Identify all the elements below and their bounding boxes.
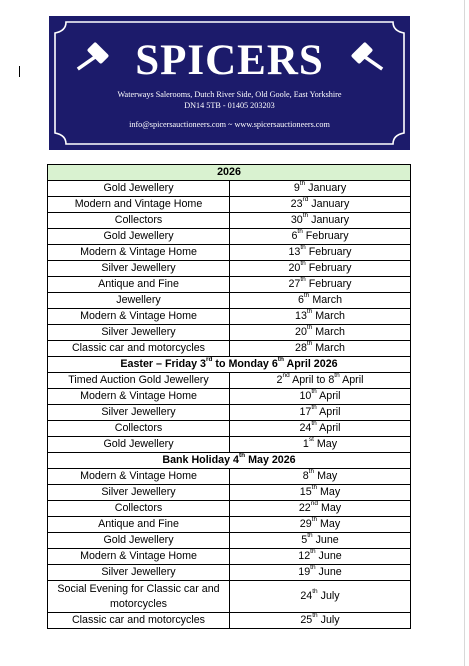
sale-date bbox=[230, 341, 411, 357]
sale-row bbox=[48, 229, 411, 245]
text-part: April bbox=[316, 390, 341, 402]
text-part: 9 bbox=[293, 182, 300, 194]
ordinal-suffix: th bbox=[307, 532, 313, 540]
text-part: 8 bbox=[302, 470, 309, 482]
sale-row bbox=[48, 181, 411, 197]
sale-row bbox=[48, 613, 411, 629]
ordinal-suffix: th bbox=[302, 212, 309, 220]
text-part: March bbox=[312, 326, 345, 338]
sale-date bbox=[230, 229, 411, 245]
sale-date bbox=[230, 613, 411, 629]
ordinal-suffix: th bbox=[238, 452, 246, 460]
page-edge bbox=[464, 0, 465, 666]
sale-row bbox=[48, 565, 411, 581]
sale-name: Modern & Vintage Home bbox=[48, 469, 230, 485]
sale-name: Modern & Vintage Home bbox=[48, 389, 230, 405]
text-part: 6 bbox=[297, 294, 304, 306]
text-part: April bbox=[316, 422, 341, 434]
sale-date bbox=[230, 405, 411, 421]
sale-date bbox=[230, 549, 411, 565]
text-part: 1 bbox=[302, 438, 309, 450]
ordinal-suffix: th bbox=[306, 340, 313, 348]
sale-name: Modern & Vintage Home bbox=[48, 549, 230, 565]
text-part: 13 bbox=[288, 246, 301, 258]
text-part: February bbox=[305, 278, 352, 290]
sale-date bbox=[230, 517, 411, 533]
sale-date bbox=[230, 373, 411, 389]
sale-date bbox=[230, 261, 411, 277]
text-part: 20 bbox=[295, 326, 307, 338]
text-part: 24 bbox=[300, 590, 313, 602]
text-cursor bbox=[19, 66, 20, 77]
text-part: March bbox=[312, 310, 345, 322]
text-part: 5 bbox=[301, 534, 308, 546]
ordinal-suffix: th bbox=[334, 372, 340, 380]
sale-date bbox=[230, 197, 411, 213]
text-part: July bbox=[317, 590, 340, 602]
sale-row bbox=[48, 341, 411, 357]
text-part: June bbox=[315, 550, 342, 562]
text-part: 22 bbox=[298, 502, 311, 514]
text-part: 30 bbox=[290, 214, 303, 226]
sale-row bbox=[48, 373, 411, 389]
sale-name: Silver Jewellery bbox=[48, 325, 230, 341]
ordinal-suffix: th bbox=[311, 404, 317, 412]
text-part: 15 bbox=[299, 486, 312, 498]
text-part: 25 bbox=[300, 614, 313, 626]
ordinal-suffix: th bbox=[299, 180, 306, 188]
sale-name: Gold Jewellery bbox=[48, 229, 230, 245]
ordinal-suffix: rd bbox=[302, 196, 309, 204]
text-part: 13 bbox=[295, 310, 307, 322]
sale-row bbox=[48, 469, 411, 485]
ordinal-suffix: th bbox=[306, 324, 313, 332]
banner-contact: info@spicersauctioneers.com ~ www.spicersauctioneers.com bbox=[129, 120, 330, 129]
sale-row bbox=[48, 533, 411, 549]
text-part: May bbox=[317, 502, 342, 514]
auction-schedule-table bbox=[47, 164, 411, 629]
ordinal-suffix: th bbox=[306, 308, 313, 316]
sale-row bbox=[48, 549, 411, 565]
text-part: April bbox=[316, 406, 341, 418]
sale-row bbox=[48, 485, 411, 501]
text-part: Easter – Friday 3 bbox=[120, 358, 206, 370]
sale-name: Silver Jewellery bbox=[48, 485, 230, 501]
sale-row bbox=[48, 501, 411, 517]
text-part: 27 bbox=[288, 278, 301, 290]
sale-name: Modern and Vintage Home bbox=[48, 197, 230, 213]
text-part: March bbox=[312, 342, 345, 354]
sale-date bbox=[230, 293, 411, 309]
sale-name: Gold Jewellery bbox=[48, 181, 230, 197]
text-part: Bank Holiday 4 bbox=[162, 454, 239, 466]
text-part: 2 bbox=[276, 374, 283, 386]
ordinal-suffix: th bbox=[312, 588, 318, 596]
text-part: April bbox=[339, 374, 364, 386]
text-part: May 2026 bbox=[245, 454, 296, 466]
holiday-note bbox=[48, 453, 411, 469]
sale-row bbox=[48, 517, 411, 533]
text-part: 28 bbox=[295, 342, 307, 354]
ordinal-suffix: th bbox=[300, 244, 306, 252]
ordinal-suffix: th bbox=[310, 548, 316, 556]
text-part: February bbox=[305, 246, 352, 258]
sale-row bbox=[48, 213, 411, 229]
ordinal-suffix: th bbox=[311, 516, 318, 524]
sale-row bbox=[48, 197, 411, 213]
ordinal-suffix: th bbox=[312, 612, 318, 620]
sale-date bbox=[230, 421, 411, 437]
sale-name: Silver Jewellery bbox=[48, 405, 230, 421]
banner-title: SPICERS bbox=[135, 37, 324, 84]
text-part: April 2026 bbox=[283, 358, 338, 370]
sale-name: Collectors bbox=[48, 421, 230, 437]
schedule-year-row bbox=[48, 165, 411, 181]
ordinal-suffix: st bbox=[308, 436, 314, 444]
text-part: March bbox=[309, 294, 343, 306]
sale-date bbox=[230, 325, 411, 341]
text-part: 10 bbox=[299, 390, 312, 402]
sale-row bbox=[48, 277, 411, 293]
sale-row bbox=[48, 389, 411, 405]
sale-date bbox=[230, 533, 411, 549]
sale-row bbox=[48, 581, 411, 613]
text-part: May bbox=[314, 470, 338, 482]
sale-row bbox=[48, 261, 411, 277]
sale-name: Social Evening for Classic car and motorcycles bbox=[48, 581, 230, 613]
sale-date bbox=[230, 581, 411, 613]
sale-date bbox=[230, 277, 411, 293]
text-part: 23 bbox=[290, 198, 303, 210]
sale-name: Gold Jewellery bbox=[48, 437, 230, 453]
ordinal-suffix: nd bbox=[310, 500, 318, 508]
text-part: to Monday 6 bbox=[212, 358, 278, 370]
sale-name: Modern & Vintage Home bbox=[48, 309, 230, 325]
text-part: January bbox=[308, 214, 350, 226]
holiday-row bbox=[48, 453, 411, 469]
text-part: May bbox=[317, 486, 341, 498]
ordinal-suffix: th bbox=[311, 484, 318, 492]
sale-date bbox=[230, 485, 411, 501]
ordinal-suffix: th bbox=[303, 292, 310, 300]
ordinal-suffix: nd bbox=[282, 372, 290, 380]
schedule-year: 2026 bbox=[48, 165, 411, 181]
sale-row bbox=[48, 437, 411, 453]
sale-name: Modern & Vintage Home bbox=[48, 245, 230, 261]
banner-address: Waterways Salerooms, Dutch River Side, Old Goole, East Yorkshire bbox=[117, 90, 342, 99]
text-part: February bbox=[305, 262, 352, 274]
spicers-banner bbox=[49, 16, 410, 150]
sale-row bbox=[48, 309, 411, 325]
banner-postcode-phone: DN14 5TB - 01405 203203 bbox=[184, 101, 275, 110]
ordinal-suffix: th bbox=[297, 228, 303, 236]
text-part: June bbox=[315, 566, 342, 578]
text-part: 19 bbox=[298, 566, 311, 578]
sale-name: Classic car and motorcycles bbox=[48, 613, 230, 629]
sale-date bbox=[230, 245, 411, 261]
sale-name: Silver Jewellery bbox=[48, 565, 230, 581]
holiday-note bbox=[48, 357, 411, 373]
ordinal-suffix: rd bbox=[205, 356, 213, 364]
sale-date bbox=[230, 469, 411, 485]
ordinal-suffix: th bbox=[311, 420, 317, 428]
sale-date bbox=[230, 309, 411, 325]
sale-name: Classic car and motorcycles bbox=[48, 341, 230, 357]
sale-row bbox=[48, 405, 411, 421]
sale-date bbox=[230, 213, 411, 229]
sale-name: Antique and Fine bbox=[48, 517, 230, 533]
sale-name: Timed Auction Gold Jewellery bbox=[48, 373, 230, 389]
sale-row bbox=[48, 421, 411, 437]
sale-name: Collectors bbox=[48, 501, 230, 517]
text-part: 17 bbox=[299, 406, 312, 418]
text-part: May bbox=[313, 438, 338, 450]
text-part: July bbox=[317, 614, 340, 626]
sale-name: Antique and Fine bbox=[48, 277, 230, 293]
sale-row bbox=[48, 293, 411, 309]
text-part: February bbox=[302, 230, 349, 242]
sale-row bbox=[48, 325, 411, 341]
text-part: 6 bbox=[291, 230, 298, 242]
sale-name: Collectors bbox=[48, 213, 230, 229]
text-part: June bbox=[312, 534, 339, 546]
sale-date bbox=[230, 565, 411, 581]
sale-date bbox=[230, 389, 411, 405]
sale-name: Gold Jewellery bbox=[48, 533, 230, 549]
text-part: January bbox=[308, 198, 350, 210]
text-part: 24 bbox=[299, 422, 312, 434]
text-part: April to 8 bbox=[289, 374, 335, 386]
holiday-row bbox=[48, 357, 411, 373]
text-part: May bbox=[317, 518, 341, 530]
ordinal-suffix: th bbox=[300, 276, 306, 284]
sale-date bbox=[230, 181, 411, 197]
sale-name: Silver Jewellery bbox=[48, 261, 230, 277]
ordinal-suffix: th bbox=[308, 468, 315, 476]
text-part: 29 bbox=[299, 518, 312, 530]
ordinal-suffix: th bbox=[277, 356, 284, 364]
text-part: January bbox=[305, 182, 347, 194]
sale-name: Jewellery bbox=[48, 293, 230, 309]
text-part: 12 bbox=[298, 550, 311, 562]
text-part: 20 bbox=[288, 262, 301, 274]
ordinal-suffix: th bbox=[310, 564, 316, 572]
sale-row bbox=[48, 245, 411, 261]
sale-date bbox=[230, 437, 411, 453]
ordinal-suffix: th bbox=[300, 260, 306, 268]
ordinal-suffix: th bbox=[311, 388, 317, 396]
sale-date bbox=[230, 501, 411, 517]
